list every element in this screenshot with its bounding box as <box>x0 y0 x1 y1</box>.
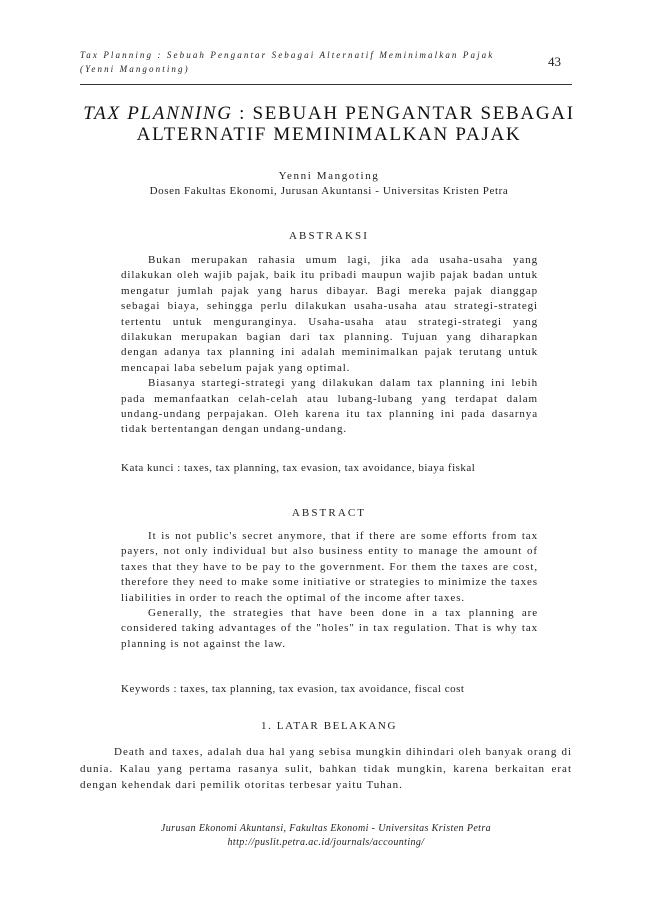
abstract-heading: ABSTRACT <box>291 507 367 519</box>
abstract-keywords: Keywords : taxes, tax planning, tax evasion, tax avoidance, fiscal cost <box>121 683 465 695</box>
footer-url: http://puslit.petra.ac.id/journals/accounting/ <box>227 837 425 848</box>
abstract-paragraph: Generally, the strategies that have been done in a tax planning are considered taking advantages of the "holes" in tax regulation. That is why tax planning is not against the law. <box>121 607 538 650</box>
abstraksi-heading: ABSTRAKSI <box>288 230 370 242</box>
author-affiliation: Dosen Fakultas Ekonomi, Jurusan Akuntansi - Universitas Kristen Petra <box>149 185 509 197</box>
section-paragraph: Death and taxes, adalah dua hal yang sebisa mungkin dihindari oleh banyak orang di dunia. Kalau yang pertama rasanya sulit, bahkan tidak mungkin, karena berkaitan erat dengan kehendak dari pemilik otoritas terbesar yaitu Tuhan. <box>80 746 572 792</box>
abstract-body <box>121 529 538 652</box>
page-number: 43 <box>548 54 561 69</box>
abstraksi-paragraph: Bukan merupakan rahasia umum lagi, jika ada usaha-usaha yang dilakukan oleh wajib pajak, baik itu pribadi maupun wajib pajak badan untuk mengatur jumlah pajak yang harus dibayar. Bagi mereka pajak dianggap sebagai biaya, sehingga perlu dilakukan usaha-usaha atau strategi-strategi tertentu untuk menguranginya. Usaha-usaha atau strategi-strategi yang dilakukan merupakan bagian dari tax planning. Tujuan yang diharapkan dengan adanya tax planning ini adalah meminimalkan pajak terutang untuk mencapai laba sebelum pajak yang optimal. <box>121 254 538 374</box>
title-line1-rest: : SEBUAH PENGANTAR SEBAGAI <box>232 103 575 124</box>
running-title: Tax Planning : Sebuah Pengantar Sebagai Alternatif Meminimalkan Pajak <box>80 50 495 60</box>
abstraksi-keywords: Kata kunci : taxes, tax planning, tax evasion, tax avoidance, biaya fiskal <box>121 462 476 474</box>
abstraksi-paragraph: Biasanya startegi-strategi yang dilakukan dalam tax planning ini lebih pada memanfaatkan celah-celah atau lubang-lubang yang terdapat dalam undang-undang perpajakan. Oleh karena itu tax planning ini pada dasarnya tidak bertentangan dengan undang-undang. <box>121 377 538 436</box>
paper-title <box>80 103 578 145</box>
abstract-paragraph: It is not public's secret anymore, that if there are some efforts from tax payers, not only individual but also business entity to manage the amount of taxes that they have to be pay to the government. For them the taxes are cost, therefore they need to make some initiative or strategies to minimize the taxes liabilities in order to reach the optimal of the income after taxes. <box>121 530 538 604</box>
running-header <box>80 48 520 76</box>
abstraksi-body <box>121 253 538 438</box>
section-heading: 1. LATAR BELAKANG <box>260 720 397 732</box>
section-body <box>80 744 572 794</box>
running-author: (Yenni Mangonting) <box>80 64 190 74</box>
author-name: Yenni Mangoting <box>278 170 380 182</box>
title-line2: ALTERNATIF MEMINIMALKAN PAJAK <box>136 124 522 145</box>
header-rule <box>80 84 572 85</box>
footer-institution: Jurusan Ekonomi Akuntansi, Fakultas Ekonomi - Universitas Kristen Petra <box>160 823 492 834</box>
page-footer <box>80 822 572 850</box>
title-italic-part: TAX PLANNING <box>83 103 233 124</box>
